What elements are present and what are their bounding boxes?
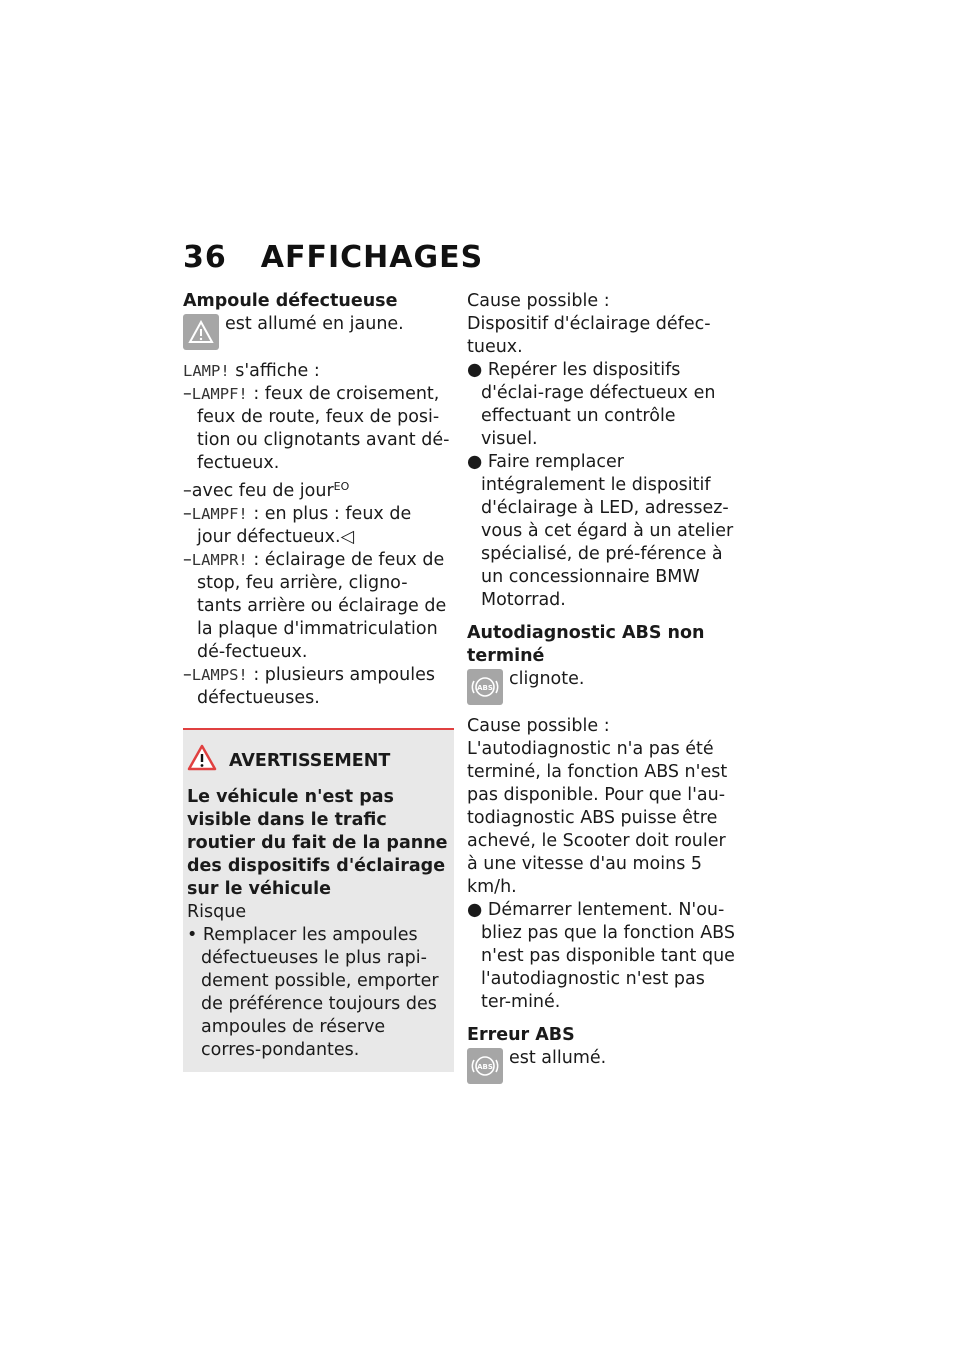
warning-bullet: • Remplacer les ampoules défectueuses le plus rapi-dement possible, emporter de préférence toujours des ampoules de réserve corres-pondantes.	[187, 925, 439, 1060]
svg-text:ABS: ABS	[477, 1063, 493, 1071]
warning-label: AVERTISSEMENT	[229, 750, 391, 771]
warning-sign-icon	[187, 744, 217, 778]
abs-icon	[467, 1048, 503, 1084]
list-item: –LAMPR! : éclairage de feux de stop, feu arrière, cligno-tants arrière ou éclairage de la plaque d'immatriculation dé-fectueux.	[183, 550, 447, 662]
list-item: –LAMPF! : en plus : feux de jour défectueux.◁	[183, 504, 412, 547]
cause-label: Cause possible :	[467, 291, 610, 311]
warning-triangle-icon	[183, 314, 219, 350]
section-title-ampoule: Ampoule défectueuse	[183, 291, 398, 311]
lamp-text: s'affiche :	[229, 361, 320, 381]
list-item: ● Repérer les dispositifs d'éclai-rage défectueux en effectuant un contrôle visuel.	[467, 360, 716, 449]
warning-box	[183, 728, 454, 1072]
list-item: ● Faire remplacer intégralement le dispositif d'éclairage à LED, adressez-vous à cet égard à un atelier spécialisé, de pré-férence à un concessionnaire BMW Motorrad.	[467, 452, 734, 610]
list-item: –LAMPF! : feux de croisement, feux de route, feux de posi-tion ou clignotants avant dé-fectueux.	[183, 384, 450, 473]
left-column	[183, 290, 450, 1072]
svg-text:ABS: ABS	[477, 684, 493, 692]
section2-icon-text: clignote.	[509, 669, 585, 689]
warning-title	[187, 744, 450, 778]
list-item: –avec feu de jour$^{EO}$	[183, 480, 350, 501]
page-title: AFFICHAGES	[260, 240, 484, 275]
section-title-erreur-abs: Erreur ABS	[467, 1025, 575, 1045]
abs-error-row	[467, 1047, 737, 1084]
section-title-autodiag: Autodiagnostic ABS non terminé	[467, 623, 705, 666]
cause-text: Dispositif d'éclairage défec-tueux.	[467, 314, 711, 357]
abs-row	[467, 668, 737, 705]
risk-label: Risque	[187, 902, 247, 922]
section1-icon-text: est allumé en jaune.	[225, 314, 404, 334]
cause-text: L'autodiagnostic n'a pas été terminé, la fonction ABS n'est pas disponible. Pour que l'au-todiagnostic ABS puisse être achevé, le Scooter doit rouler à une vitesse d'au moins 5 km/h.	[467, 739, 728, 897]
cause-label: Cause possible :	[467, 716, 610, 736]
lamp-line	[183, 360, 450, 383]
warning-headline: Le véhicule n'est pas visible dans le trafic routier du fait de la panne des dispositifs d'éclairage sur le véhicule	[187, 787, 448, 899]
lamp-code: LAMP!	[183, 362, 230, 380]
list-item: –LAMPS! : plusieurs ampoules défectueuses.	[183, 665, 435, 708]
page-header	[183, 240, 483, 275]
right-column	[467, 290, 737, 1084]
list-item: ● Démarrer lentement. N'ou-bliez pas que la fonction ABS n'est pas disponible tant que l'autodiagnostic n'est pas ter-miné.	[467, 900, 735, 1012]
warning-lamp-row	[183, 313, 450, 350]
page-number: 36	[183, 240, 227, 275]
abs-icon	[467, 669, 503, 705]
section3-icon-text: est allumé.	[509, 1048, 607, 1068]
